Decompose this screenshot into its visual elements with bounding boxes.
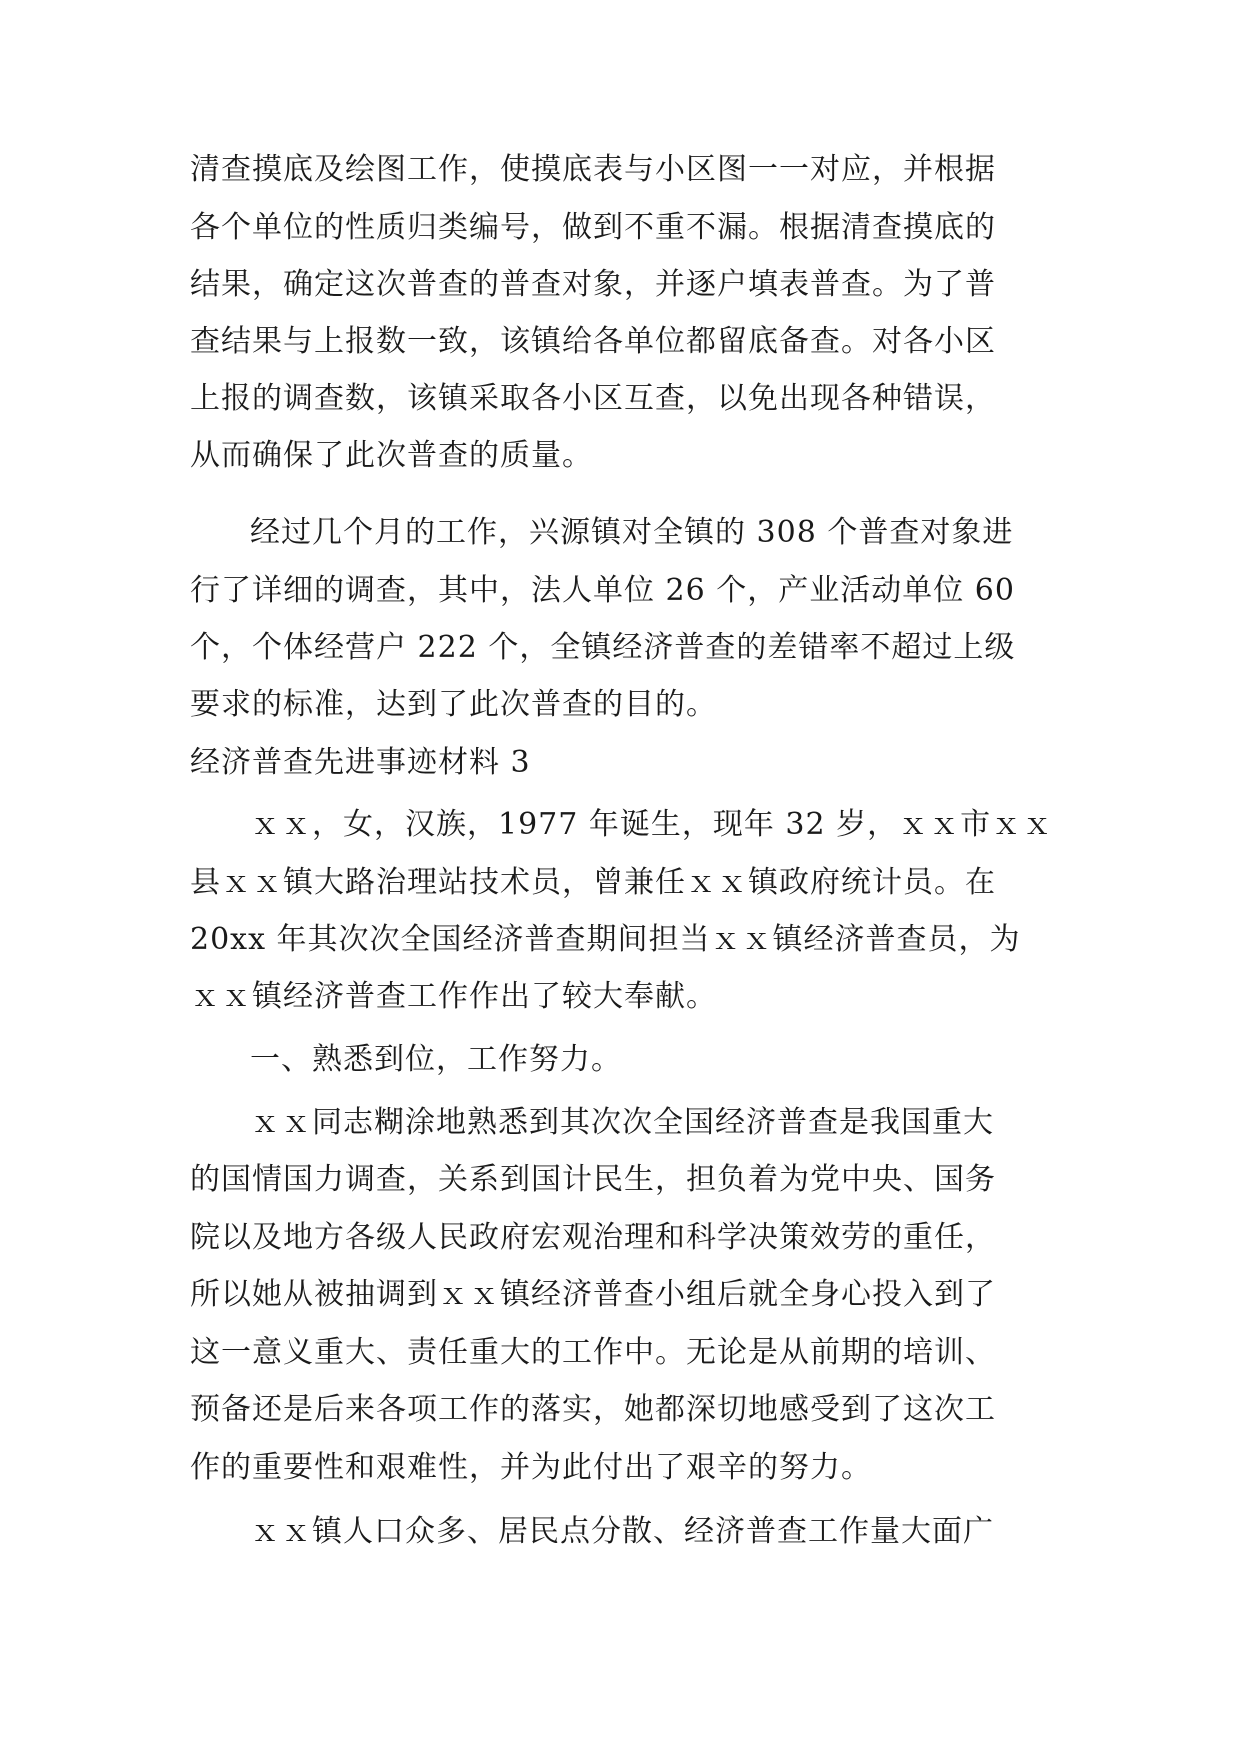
paragraph-line: 各个单位的性质归类编号，做到不重不漏。根据清查摸底的 — [190, 210, 996, 245]
paragraph-line: 经过几个月的工作，兴源镇对全镇的 308 个普查对象进 — [250, 515, 1014, 550]
paragraph-line: ｘｘ，女，汉族，1977 年诞生，现年 32 岁，ｘｘ市ｘｘ — [250, 807, 1054, 842]
paragraph-line: ｘｘ镇人口众多、居民点分散、经济普查工作量大面广 — [250, 1514, 994, 1549]
section-title: 经济普查先进事迹材料 3 — [190, 745, 531, 780]
paragraph-line: 这一意义重大、责任重大的工作中。无论是从前期的培训、 — [190, 1335, 996, 1370]
paragraph-line: 的国情国力调查，关系到国计民生，担负着为党中央、国务 — [190, 1162, 996, 1197]
subheading: 一、熟悉到位，工作努力。 — [250, 1042, 622, 1077]
paragraph-line: 县ｘｘ镇大路治理站技术员，曾兼任ｘｘ镇政府统计员。在 — [190, 865, 996, 900]
paragraph-line: ｘｘ同志糊涂地熟悉到其次次全国经济普查是我国重大 — [250, 1105, 994, 1140]
paragraph-line: 上报的调查数，该镇采取各小区互查，以免出现各种错误， — [190, 381, 996, 416]
paragraph-line: ｘｘ镇经济普查工作作出了较大奉献。 — [190, 979, 717, 1014]
paragraph-line: 预备还是后来各项工作的落实，她都深切地感受到了这次工 — [190, 1392, 996, 1427]
paragraph-line: 清查摸底及绘图工作，使摸底表与小区图一一对应，并根据 — [190, 152, 996, 187]
paragraph-line: 所以她从被抽调到ｘｘ镇经济普查小组后就全身心投入到了 — [190, 1277, 996, 1312]
paragraph-line: 要求的标准，达到了此次普查的目的。 — [190, 687, 717, 722]
paragraph-line: 个，个体经营户 222 个，全镇经济普查的差错率不超过上级 — [190, 630, 1016, 665]
paragraph-line: 查结果与上报数一致，该镇给各单位都留底备查。对各小区 — [190, 324, 996, 359]
paragraph-line: 20xx 年其次次全国经济普查期间担当ｘｘ镇经济普查员，为 — [190, 922, 1021, 957]
paragraph-line: 院以及地方各级人民政府宏观治理和科学决策效劳的重任， — [190, 1220, 996, 1255]
paragraph-line: 结果，确定这次普查的普查对象，并逐户填表普查。为了普 — [190, 267, 996, 302]
paragraph-line: 行了详细的调查，其中，法人单位 26 个，产业活动单位 60 — [190, 573, 1015, 608]
paragraph-line: 从而确保了此次普查的质量。 — [190, 438, 593, 473]
paragraph-line: 作的重要性和艰难性，并为此付出了艰辛的努力。 — [190, 1450, 872, 1485]
